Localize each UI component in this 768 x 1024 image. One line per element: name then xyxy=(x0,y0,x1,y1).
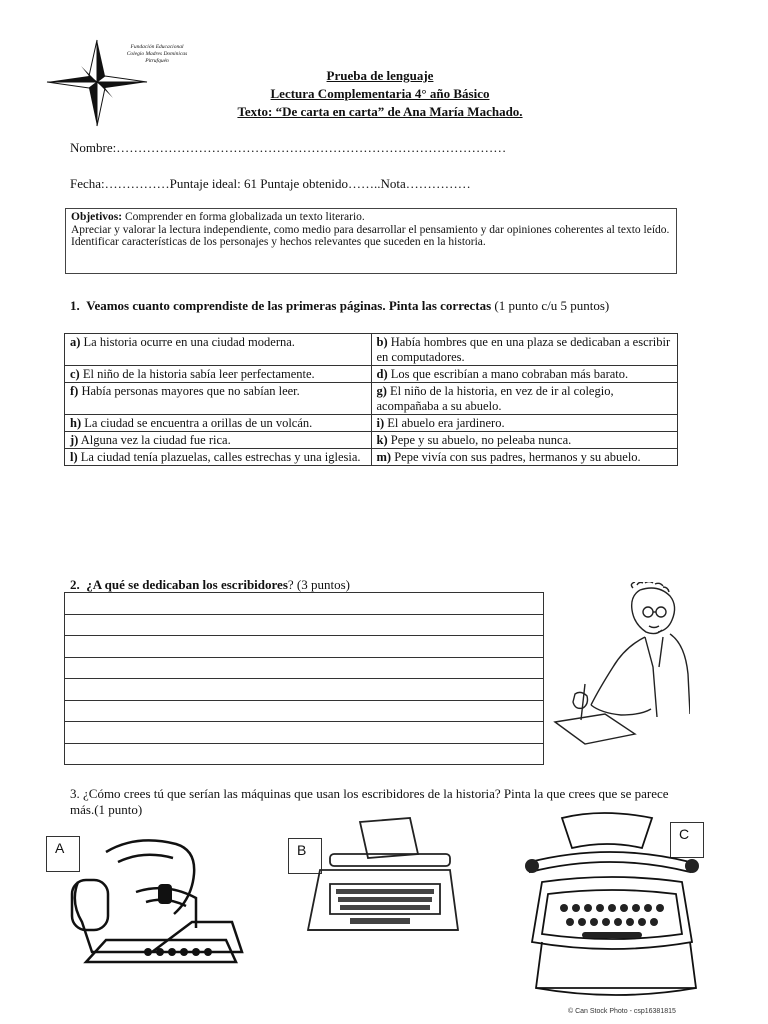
typewriter-b-icon[interactable] xyxy=(300,814,460,944)
statement-cell[interactable] xyxy=(371,383,678,415)
table-row xyxy=(65,415,678,432)
statement-text: Había personas mayores que no sabían leer. xyxy=(78,384,300,398)
true-false-table xyxy=(64,333,678,466)
table-row xyxy=(65,432,678,449)
statement-cell[interactable] xyxy=(65,432,372,449)
statement-cell[interactable] xyxy=(371,334,678,366)
score-fields[interactable]: Fecha:……………Puntaje ideal: 61 Puntaje obtenido……..Nota…………… xyxy=(70,176,471,191)
statement-letter: j) xyxy=(70,433,79,447)
table-row xyxy=(65,383,678,415)
statement-text: El niño de la historia sabía leer perfectamente. xyxy=(79,367,315,381)
statement-text: Alguna vez la ciudad fue rica. xyxy=(78,433,231,447)
statement-cell[interactable] xyxy=(65,334,372,366)
statement-letter: h) xyxy=(70,416,82,430)
typewriter-c-icon[interactable] xyxy=(512,812,708,1008)
statement-text: Los que escribían a mano cobraban más barato. xyxy=(387,367,629,381)
option-b-label[interactable]: B xyxy=(288,838,322,874)
answer-lines[interactable] xyxy=(64,592,544,765)
text-title: Texto: “De carta en carta” de Ana María Machado. xyxy=(237,104,523,119)
statement-text: Pepe y su abuelo, no peleaba nunca. xyxy=(387,433,572,447)
objective-1: Comprender en forma globalizada un texto literario. xyxy=(122,211,365,223)
name-field[interactable]: Nombre:……………………………………………………………………………… xyxy=(70,140,507,155)
option-a-label[interactable]: A xyxy=(46,836,80,872)
statement-cell[interactable] xyxy=(65,366,372,383)
statement-cell[interactable] xyxy=(371,415,678,432)
question-1: 1. Veamos cuanto comprendiste de las primeras páginas. Pinta las correctas (1 punto c/u 5 puntos) xyxy=(70,298,610,313)
option-c-label[interactable]: C xyxy=(670,822,704,858)
statement-text: Pepe vivía con sus padres, hermanos y su abuelo. xyxy=(391,450,641,464)
statement-letter: f) xyxy=(70,384,79,398)
statement-text: La historia ocurre en una ciudad moderna. xyxy=(80,335,295,349)
question-3: 3. ¿Cómo crees tú que serían las máquinas que usan los escribidores de la historia? Pinta la que crees que se parece más.(1 punto) xyxy=(70,786,669,817)
typewriter-a-icon[interactable] xyxy=(66,832,248,982)
statement-text: La ciudad tenía plazuelas, calles estrechas y una iglesia. xyxy=(77,450,361,464)
statement-letter: g) xyxy=(376,384,387,398)
test-subtitle: Lectura Complementaria 4° año Básico xyxy=(270,86,490,101)
statement-cell[interactable] xyxy=(371,366,678,383)
objectives-box xyxy=(65,208,677,274)
statement-letter: i) xyxy=(376,416,385,430)
statement-text: El niño de la historia, en vez de ir al colegio, acompañaba a su abuelo. xyxy=(376,384,614,413)
statement-cell[interactable] xyxy=(371,449,678,466)
statement-letter: k) xyxy=(376,433,388,447)
statement-letter: l) xyxy=(70,450,78,464)
test-title: Prueba de lenguaje xyxy=(326,68,434,83)
writer-man-illustration xyxy=(545,582,690,747)
objectives-label: Objetivos: xyxy=(71,211,123,223)
objective-2: Apreciar y valorar la lectura independiente, como medio para desarrollar el pensamiento y dar opiniones coherentes al texto leído. xyxy=(71,223,670,236)
table-row xyxy=(65,334,678,366)
statement-cell[interactable] xyxy=(65,415,372,432)
question-2: 2. ¿A qué se dedicaban los escribidores? (3 puntos) xyxy=(70,577,350,592)
stock-photo-credit: © Can Stock Photo - csp16381815 xyxy=(568,1008,676,1015)
statement-letter: m) xyxy=(376,450,392,464)
table-row xyxy=(65,366,678,383)
objective-3: Identificar características de los personajes y hechos relevantes que suceden en la historia. xyxy=(71,236,486,248)
statement-letter: c) xyxy=(70,367,80,381)
statement-letter: b) xyxy=(376,335,388,349)
statement-cell[interactable] xyxy=(65,383,372,415)
statement-cell[interactable] xyxy=(371,432,678,449)
statement-text: El abuelo era jardinero. xyxy=(384,416,505,430)
statement-cell[interactable] xyxy=(65,449,372,466)
statement-letter: a) xyxy=(70,335,81,349)
statement-text: La ciudad se encuentra a orillas de un volcán. xyxy=(81,416,313,430)
statement-text: Había hombres que en una plaza se dedicaban a escribir en computadores. xyxy=(376,335,671,364)
school-name: Fundación Educacional Colegio Madres Dominicas Pitrufquén xyxy=(126,44,188,64)
statement-letter: d) xyxy=(376,367,388,381)
table-row xyxy=(65,449,678,466)
